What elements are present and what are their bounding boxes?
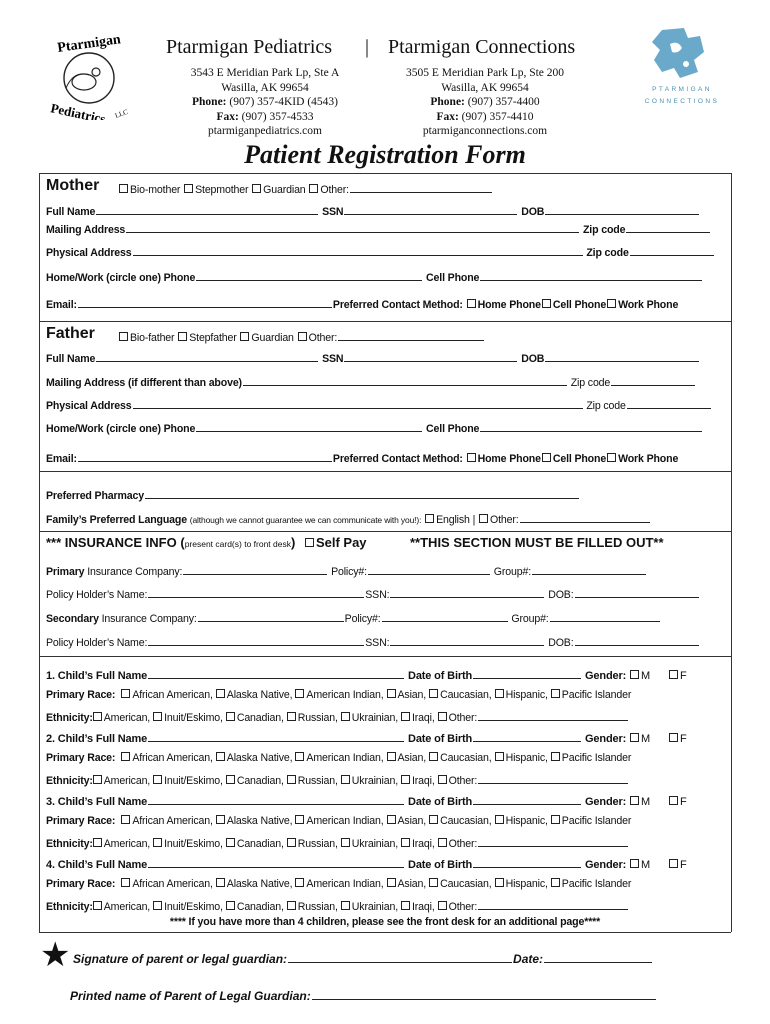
child-3-ethnicity-6-checkbox[interactable] bbox=[401, 838, 410, 847]
children-left-rule bbox=[39, 656, 40, 932]
mother-left-rule bbox=[39, 173, 40, 321]
language-other-checkbox[interactable] bbox=[479, 514, 488, 523]
child-3-ethnicity-1-checkbox[interactable] bbox=[93, 838, 102, 847]
signature-field[interactable] bbox=[288, 952, 512, 963]
mother-physical-row: Physical Address Zip code bbox=[46, 245, 715, 259]
child-1-race-4-checkbox[interactable] bbox=[387, 689, 396, 698]
child-2-name-field[interactable] bbox=[148, 731, 404, 742]
child-4-ethnicity-1-checkbox[interactable] bbox=[93, 901, 102, 910]
child-2-ethnicity-2-checkbox[interactable] bbox=[153, 775, 162, 784]
mother-mailing-row: Mailing Address Zip code bbox=[46, 222, 711, 236]
secondary-holder-field[interactable] bbox=[148, 635, 364, 646]
mother-ssn-field[interactable] bbox=[344, 204, 517, 215]
mother-mailing-field[interactable] bbox=[126, 222, 579, 233]
father-email-field[interactable] bbox=[78, 451, 332, 462]
child-3-race-5-checkbox[interactable] bbox=[429, 815, 438, 824]
right-phone: Phone: (907) 357-4400 bbox=[430, 96, 540, 108]
stepmother-checkbox[interactable] bbox=[184, 184, 193, 193]
left-fax: Fax: (907) 357-4533 bbox=[216, 110, 314, 123]
practice-name-left: Ptarmigan Pediatrics bbox=[166, 36, 333, 58]
child-2-ethnicity-4-checkbox[interactable] bbox=[287, 775, 296, 784]
child-4-ethnicity-row: Ethnicity: American, Inuit/Eskimo, Canadian, Russian, Ukrainian, Iraqi, Other: bbox=[46, 899, 629, 913]
father-work-phone-checkbox[interactable] bbox=[607, 453, 616, 462]
primary-holder-row: Policy Holder’s Name: SSN: DOB: bbox=[46, 587, 700, 601]
child-3-name-field[interactable] bbox=[148, 794, 404, 805]
father-ssn-field[interactable] bbox=[344, 351, 517, 362]
child-3-name-row: 3. Child’s Full Name Date of Birth Gender: M F bbox=[46, 796, 687, 808]
child-2-ethnicity-other-field[interactable] bbox=[478, 773, 628, 784]
child-2-race-2-checkbox[interactable] bbox=[216, 752, 225, 761]
child-1-male-checkbox[interactable] bbox=[630, 670, 639, 679]
left-address-block bbox=[170, 66, 360, 139]
child-2-race-5-checkbox[interactable] bbox=[429, 752, 438, 761]
children-right-rule bbox=[731, 656, 732, 932]
right-address-line1: 3505 E Meridian Park Lp, Ste 200 bbox=[405, 67, 565, 79]
right-website: ptarmiganconnections.com bbox=[422, 125, 548, 137]
father-physical-row: Physical Address Zip code bbox=[46, 398, 712, 412]
father-dob-field[interactable] bbox=[545, 351, 699, 362]
child-2-race-6-checkbox[interactable] bbox=[495, 752, 504, 761]
family-left-rule bbox=[39, 471, 40, 531]
child-4-ethnicity-other-field[interactable] bbox=[478, 899, 628, 910]
father-mailing-field[interactable] bbox=[243, 375, 567, 386]
child-1-name-row: 1. Child’s Full Name Date of Birth Gender: M F bbox=[46, 670, 687, 682]
children-top-rule bbox=[39, 656, 731, 657]
child-4-ethnicity-6-checkbox[interactable] bbox=[401, 901, 410, 910]
child-2-ethnicity-row: Ethnicity: American, Inuit/Eskimo, Canadian, Russian, Ukrainian, Iraqi, Other: bbox=[46, 773, 629, 787]
language-other-field[interactable] bbox=[520, 512, 650, 523]
more-children-note: **** If you have more than 4 children, please see the front desk for an additional page**** bbox=[169, 916, 601, 928]
child-3-race-3-checkbox[interactable] bbox=[295, 815, 304, 824]
mother-top-rule bbox=[39, 173, 731, 174]
child-3-dob-field[interactable] bbox=[473, 794, 581, 805]
left-address-line2: Wasilla, AK 99654 bbox=[221, 81, 309, 94]
father-right-rule bbox=[731, 321, 732, 471]
bio-mother-checkbox[interactable] bbox=[119, 184, 128, 193]
mother-work-phone-checkbox[interactable] bbox=[607, 299, 616, 308]
child-2-race-1-checkbox[interactable] bbox=[121, 752, 130, 761]
child-1-dob-field[interactable] bbox=[473, 668, 581, 679]
father-physical-zip-field[interactable] bbox=[627, 398, 711, 409]
printed-name-row: Printed name of Parent of Legal Guardian: bbox=[70, 989, 657, 1003]
secondary-policy-field[interactable] bbox=[382, 611, 508, 622]
father-mailing-row: Mailing Address (if different than above) Zip code bbox=[46, 375, 696, 389]
child-4-race-4-checkbox[interactable] bbox=[387, 878, 396, 887]
svg-text:LLC: LLC bbox=[113, 107, 130, 120]
child-1-ethnicity-3-checkbox[interactable] bbox=[226, 712, 235, 721]
child-3-ethnicity-7-checkbox[interactable] bbox=[438, 838, 447, 847]
connections-logo bbox=[632, 24, 732, 109]
father-phone-field[interactable] bbox=[196, 421, 422, 432]
pharmacy-row: Preferred Pharmacy bbox=[46, 488, 580, 502]
mother-phone-field[interactable] bbox=[196, 270, 422, 281]
primary-policy-field[interactable] bbox=[368, 564, 490, 575]
child-3-ethnicity-row: Ethnicity: American, Inuit/Eskimo, Canadian, Russian, Ukrainian, Iraqi, Other: bbox=[46, 836, 629, 850]
father-other-field[interactable] bbox=[338, 330, 484, 341]
child-1-ethnicity-5-checkbox[interactable] bbox=[341, 712, 350, 721]
mother-other-field[interactable] bbox=[350, 182, 492, 193]
child-1-name-field[interactable] bbox=[148, 668, 404, 679]
signature-row: Signature of parent or legal guardian: Date: bbox=[73, 952, 653, 966]
father-home-phone-checkbox[interactable] bbox=[467, 453, 476, 462]
father-relationship-options: Bio-father Stepfather Guardian Other: bbox=[118, 330, 485, 344]
svg-text:Pediatrics: Pediatrics bbox=[49, 100, 107, 120]
father-cell-field[interactable] bbox=[480, 421, 702, 432]
child-3-race-6-checkbox[interactable] bbox=[495, 815, 504, 824]
secondary-holder-dob-field[interactable] bbox=[575, 635, 699, 646]
child-1-ethnicity-7-checkbox[interactable] bbox=[438, 712, 447, 721]
child-2-ethnicity-6-checkbox[interactable] bbox=[401, 775, 410, 784]
self-pay-checkbox[interactable] bbox=[305, 538, 314, 547]
mother-home-phone-checkbox[interactable] bbox=[467, 299, 476, 308]
father-mailing-zip-field[interactable] bbox=[611, 375, 695, 386]
child-2-race-7-checkbox[interactable] bbox=[551, 752, 560, 761]
father-phone-row: Home/Work (circle one) Phone Cell Phone bbox=[46, 421, 703, 435]
child-4-race-2-checkbox[interactable] bbox=[216, 878, 225, 887]
father-left-rule bbox=[39, 321, 40, 471]
child-4-race-5-checkbox[interactable] bbox=[429, 878, 438, 887]
left-website: ptarmiganpediatrics.com bbox=[207, 125, 322, 137]
child-1-race-row: Primary Race: African American, Alaska Native, American Indian, Asian, Caucasian, Hispanic, Pacific Islander bbox=[46, 689, 632, 701]
child-4-ethnicity-2-checkbox[interactable] bbox=[153, 901, 162, 910]
insurance-required-note: **THIS SECTION MUST BE FILLED OUT** bbox=[410, 535, 664, 550]
stepfather-checkbox[interactable] bbox=[178, 332, 187, 341]
child-2-race-row: Primary Race: African American, Alaska Native, American Indian, Asian, Caucasian, Hispanic, Pacific Islander bbox=[46, 752, 632, 764]
child-2-race-3-checkbox[interactable] bbox=[295, 752, 304, 761]
child-2-ethnicity-3-checkbox[interactable] bbox=[226, 775, 235, 784]
child-4-female-checkbox[interactable] bbox=[669, 859, 678, 868]
child-2-dob-field[interactable] bbox=[473, 731, 581, 742]
father-name-row: Full Name SSN DOB bbox=[46, 351, 700, 365]
primary-holder-field[interactable] bbox=[148, 587, 364, 598]
pharmacy-field[interactable] bbox=[145, 488, 579, 499]
child-4-ethnicity-5-checkbox[interactable] bbox=[341, 901, 350, 910]
child-3-ethnicity-4-checkbox[interactable] bbox=[287, 838, 296, 847]
child-4-race-6-checkbox[interactable] bbox=[495, 878, 504, 887]
insurance-heading: *** INSURANCE INFO (present card(s) to front desk) Self Pay bbox=[46, 535, 367, 550]
connections-logo-text: PTARMIGAN bbox=[652, 86, 712, 93]
child-4-race-3-checkbox[interactable] bbox=[295, 878, 304, 887]
father-guardian-checkbox[interactable] bbox=[240, 332, 249, 341]
mother-physical-field[interactable] bbox=[133, 245, 583, 256]
child-1-ethnicity-row: Ethnicity: American, Inuit/Eskimo, Canadian, Russian, Ukrainian, Iraqi, Other: bbox=[46, 710, 629, 724]
child-4-name-row: 4. Child’s Full Name Date of Birth Gender: M F bbox=[46, 859, 687, 871]
mother-other-checkbox[interactable] bbox=[309, 184, 318, 193]
child-1-female-checkbox[interactable] bbox=[669, 670, 678, 679]
child-2-female-checkbox[interactable] bbox=[669, 733, 678, 742]
child-3-ethnicity-other-field[interactable] bbox=[478, 836, 628, 847]
child-3-ethnicity-5-checkbox[interactable] bbox=[341, 838, 350, 847]
child-4-ethnicity-4-checkbox[interactable] bbox=[287, 901, 296, 910]
pediatrics-logo bbox=[44, 30, 134, 120]
child-2-race-4-checkbox[interactable] bbox=[387, 752, 396, 761]
mother-phone-row: Home/Work (circle one) Phone Cell Phone bbox=[46, 270, 703, 284]
child-4-race-1-checkbox[interactable] bbox=[121, 878, 130, 887]
father-full-name-field[interactable] bbox=[96, 351, 318, 362]
left-phone: Phone: (907) 357-4KID (4543) bbox=[192, 96, 338, 108]
mother-heading: Mother bbox=[46, 177, 100, 194]
child-4-male-checkbox[interactable] bbox=[630, 859, 639, 868]
father-email-row: Email: Preferred Contact Method: Home Phone Cell Phone Work Phone bbox=[46, 453, 679, 465]
svg-text:Ptarmigan: Ptarmigan bbox=[56, 32, 122, 56]
child-2-name-row: 2. Child’s Full Name Date of Birth Gender: M F bbox=[46, 733, 687, 745]
child-4-name-field[interactable] bbox=[148, 857, 404, 868]
family-right-rule bbox=[731, 471, 732, 531]
child-3-race-row: Primary Race: African American, Alaska Native, American Indian, Asian, Caucasian, Hispanic, Pacific Islander bbox=[46, 815, 632, 827]
father-cell-phone-checkbox[interactable] bbox=[542, 453, 551, 462]
child-4-race-7-checkbox[interactable] bbox=[551, 878, 560, 887]
child-1-ethnicity-other-field[interactable] bbox=[478, 710, 628, 721]
mother-dob-field[interactable] bbox=[545, 204, 699, 215]
child-1-ethnicity-1-checkbox[interactable] bbox=[93, 712, 102, 721]
right-fax: Fax: (907) 357-4410 bbox=[436, 110, 534, 123]
child-4-dob-field[interactable] bbox=[473, 857, 581, 868]
child-1-race-1-checkbox[interactable] bbox=[121, 689, 130, 698]
primary-holder-ssn-field[interactable] bbox=[390, 587, 544, 598]
child-1-ethnicity-2-checkbox[interactable] bbox=[153, 712, 162, 721]
children-bottom-rule bbox=[39, 932, 731, 933]
child-1-ethnicity-4-checkbox[interactable] bbox=[287, 712, 296, 721]
child-3-race-7-checkbox[interactable] bbox=[551, 815, 560, 824]
primary-group-field[interactable] bbox=[532, 564, 646, 575]
father-physical-field[interactable] bbox=[133, 398, 583, 409]
child-3-female-checkbox[interactable] bbox=[669, 796, 678, 805]
child-1-race-5-checkbox[interactable] bbox=[429, 689, 438, 698]
child-1-race-6-checkbox[interactable] bbox=[495, 689, 504, 698]
child-2-ethnicity-7-checkbox[interactable] bbox=[438, 775, 447, 784]
father-heading: Father bbox=[46, 325, 95, 342]
child-1-race-3-checkbox[interactable] bbox=[295, 689, 304, 698]
mother-email-row: Email: Preferred Contact Method: Home Phone Cell Phone Work Phone bbox=[46, 299, 679, 311]
mother-relationship-options: Bio-mother Stepmother Guardian Other: bbox=[118, 182, 493, 196]
child-3-race-2-checkbox[interactable] bbox=[216, 815, 225, 824]
child-4-ethnicity-3-checkbox[interactable] bbox=[226, 901, 235, 910]
mother-guardian-checkbox[interactable] bbox=[252, 184, 261, 193]
secondary-holder-row: Policy Holder’s Name: SSN: DOB: bbox=[46, 635, 700, 649]
secondary-company-field[interactable] bbox=[198, 611, 344, 622]
mother-full-name-field[interactable] bbox=[96, 204, 318, 215]
child-1-ethnicity-6-checkbox[interactable] bbox=[401, 712, 410, 721]
child-3-race-4-checkbox[interactable] bbox=[387, 815, 396, 824]
insurance-top-rule bbox=[39, 531, 731, 532]
printed-name-field[interactable] bbox=[312, 989, 656, 1000]
family-top-rule bbox=[39, 471, 731, 472]
child-3-ethnicity-3-checkbox[interactable] bbox=[226, 838, 235, 847]
child-3-male-checkbox[interactable] bbox=[630, 796, 639, 805]
bio-father-checkbox[interactable] bbox=[119, 332, 128, 341]
mother-cell-phone-checkbox[interactable] bbox=[542, 299, 551, 308]
primary-company-field[interactable] bbox=[183, 564, 327, 575]
child-1-race-2-checkbox[interactable] bbox=[216, 689, 225, 698]
right-address-line2: Wasilla, AK 99654 bbox=[441, 81, 529, 94]
father-other-checkbox[interactable] bbox=[298, 332, 307, 341]
child-4-ethnicity-7-checkbox[interactable] bbox=[438, 901, 447, 910]
child-3-race-1-checkbox[interactable] bbox=[121, 815, 130, 824]
child-2-ethnicity-1-checkbox[interactable] bbox=[93, 775, 102, 784]
form-title: Patient Registration Form bbox=[244, 140, 526, 169]
child-4-race-row: Primary Race: African American, Alaska Native, American Indian, Asian, Caucasian, Hispanic, Pacific Islander bbox=[46, 878, 632, 890]
child-1-race-7-checkbox[interactable] bbox=[551, 689, 560, 698]
right-address-block bbox=[384, 66, 586, 139]
secondary-insurance-row: Secondary Insurance Company: Policy#: Group#: bbox=[46, 611, 661, 625]
left-address-line1: 3543 E Meridian Park Lp, Ste A bbox=[190, 67, 340, 79]
svg-text:CONNECTIONS: CONNECTIONS bbox=[644, 98, 720, 105]
mother-name-row: Full Name SSN DOB bbox=[46, 204, 700, 218]
mother-email-field[interactable] bbox=[78, 297, 332, 308]
child-2-male-checkbox[interactable] bbox=[630, 733, 639, 742]
language-row: Family’s Preferred Language (although we cannot guarantee we can communicate with you!): English | Other: bbox=[46, 512, 651, 526]
mother-cell-field[interactable] bbox=[480, 270, 702, 281]
mother-physical-zip-field[interactable] bbox=[630, 245, 714, 256]
insurance-left-rule bbox=[39, 531, 40, 656]
mother-mailing-zip-field[interactable] bbox=[626, 222, 710, 233]
primary-holder-dob-field[interactable] bbox=[575, 587, 699, 598]
english-checkbox[interactable] bbox=[425, 514, 434, 523]
child-3-ethnicity-2-checkbox[interactable] bbox=[153, 838, 162, 847]
insurance-right-rule bbox=[731, 531, 732, 656]
star-icon: ★ bbox=[40, 936, 71, 974]
practice-name-right: Ptarmigan Connections bbox=[388, 36, 576, 58]
header-separator: | bbox=[365, 36, 370, 58]
secondary-holder-ssn-field[interactable] bbox=[390, 635, 544, 646]
signature-date-field[interactable] bbox=[544, 952, 652, 963]
mother-right-rule bbox=[731, 173, 732, 321]
primary-insurance-row: Primary Insurance Company: Policy#: Group#: bbox=[46, 564, 647, 578]
child-2-ethnicity-5-checkbox[interactable] bbox=[341, 775, 350, 784]
father-top-rule bbox=[39, 321, 731, 322]
secondary-group-field[interactable] bbox=[550, 611, 660, 622]
